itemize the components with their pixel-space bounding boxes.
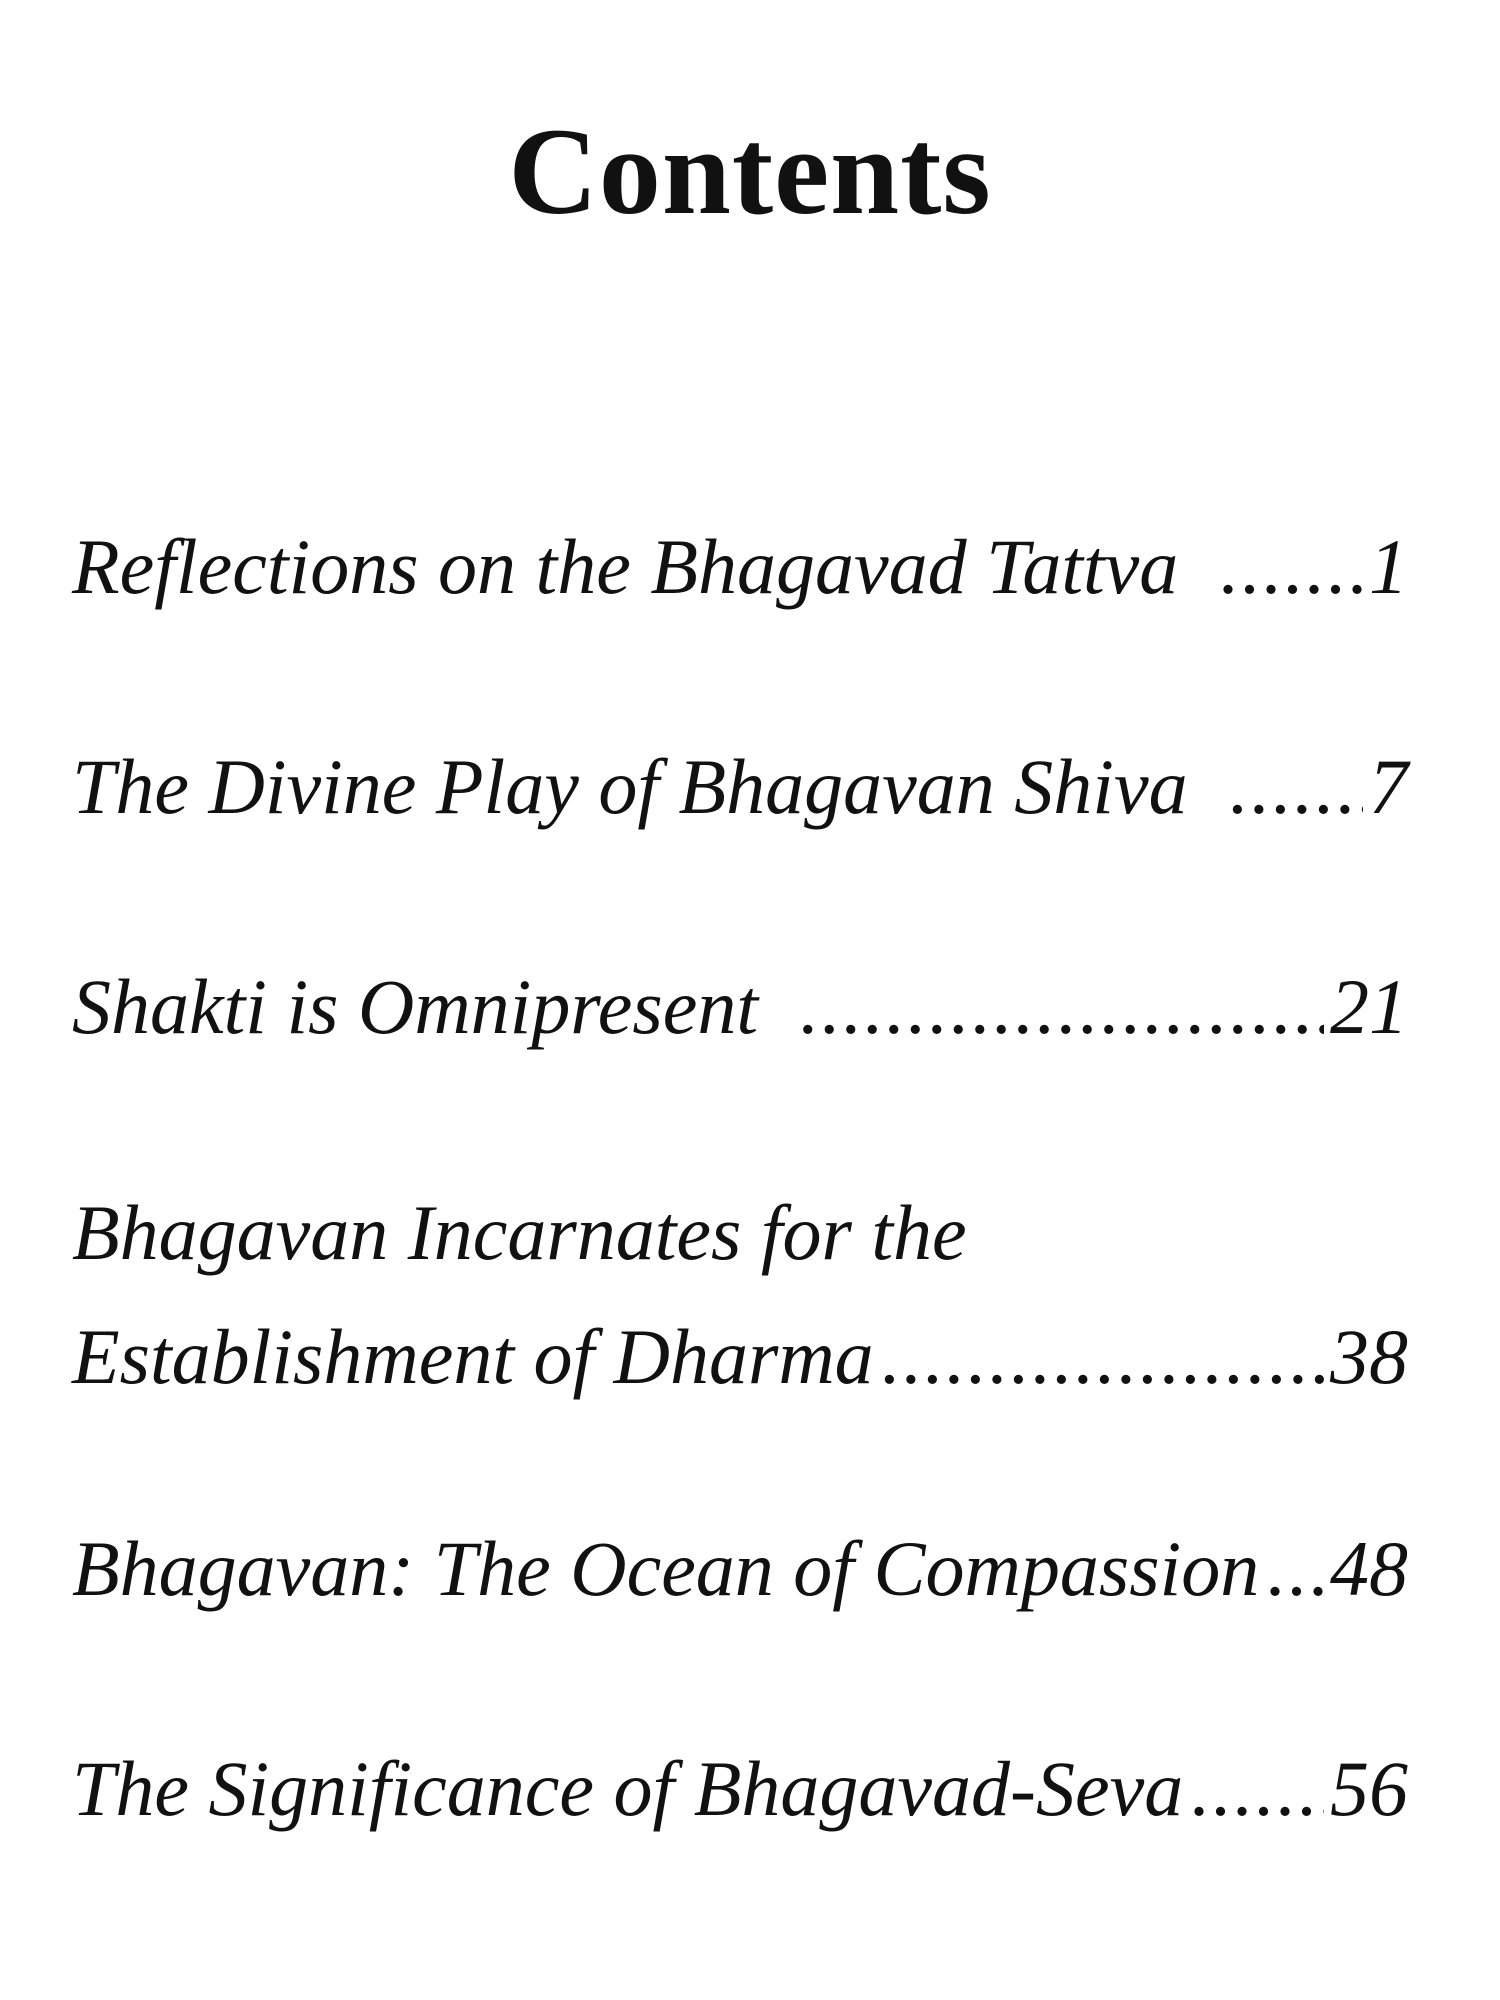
toc-entry-title: Reflections on the Bhagavad Tattva (72, 523, 1179, 610)
toc-entry (72, 1745, 1408, 1832)
dot-leader (1218, 528, 1363, 606)
toc-page-number: 38 (1330, 1313, 1408, 1400)
toc-entry-title: Shakti is Omnipresent (72, 963, 759, 1050)
dot-leader (880, 1318, 1324, 1396)
toc-line (72, 1745, 1408, 1832)
toc-entry-title: Bhagavan: The Ocean of Compassion (72, 1525, 1260, 1612)
toc-line (72, 1525, 1408, 1612)
toc-entry (72, 523, 1408, 610)
toc-line (72, 963, 1408, 1050)
toc-page-number: 1 (1369, 523, 1408, 610)
dot-leader (1265, 1530, 1324, 1608)
toc-entry (72, 1525, 1408, 1612)
dot-leader (1228, 748, 1363, 826)
toc-entry-title: The Significance of Bhagavad-Seva (72, 1745, 1184, 1832)
toc-entry (72, 1189, 1408, 1400)
toc-entry (72, 963, 1408, 1050)
toc-line (72, 523, 1408, 610)
dot-leader (1189, 1750, 1324, 1828)
toc-line (72, 1189, 1408, 1276)
toc-page-number: 7 (1369, 743, 1408, 830)
toc-entry-title: The Divine Play of Bhagavan Shiva (72, 743, 1188, 830)
toc-entry (72, 743, 1408, 830)
toc-page-number: 56 (1330, 1745, 1408, 1832)
toc-page-number: 21 (1330, 963, 1408, 1050)
toc-entry-title-line1: Bhagavan Incarnates for the (72, 1189, 967, 1276)
toc-entry-title-line2: Establishment of Dharma (72, 1313, 874, 1400)
toc-page-number: 48 (1330, 1525, 1408, 1612)
toc-line (72, 743, 1408, 830)
toc-line (72, 1313, 1408, 1400)
dot-leader (798, 968, 1324, 1046)
page-title: Contents (508, 103, 992, 240)
